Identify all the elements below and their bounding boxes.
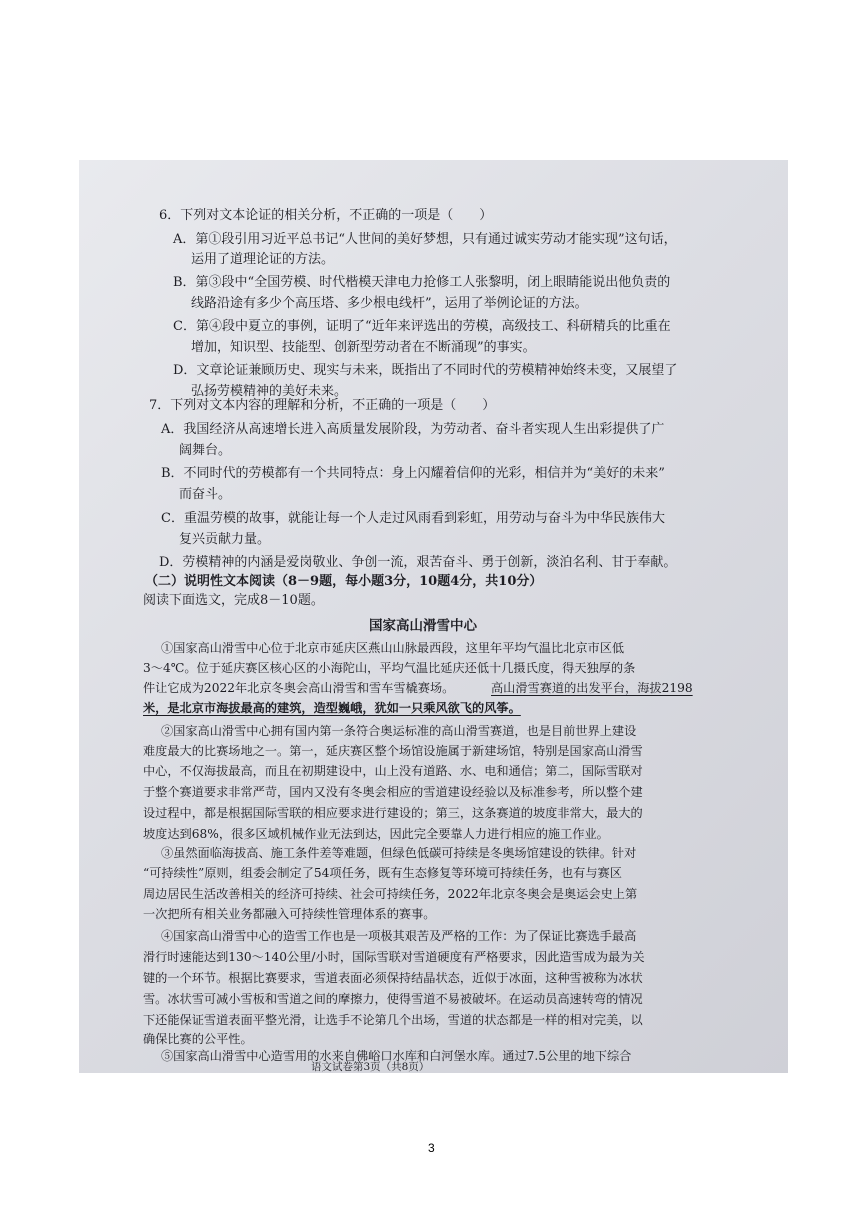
section-instruction: 阅读下面选文，完成8－10题。 bbox=[143, 593, 324, 608]
article-p2-line: ②国家高山滑雪中心拥有国内第一条符合奥运标准的高山滑雪赛道，也是目前世界上建设 bbox=[161, 724, 637, 738]
article-p4-line: 滑行时速能达到130～140公里/小时，国际雪联对雪道硬度有严格要求，因此造雪成为最为关 bbox=[143, 950, 645, 964]
q6-option-c-cont: 增加，知识型、技能型、创新型劳动者在不断涌现”的事实。 bbox=[191, 340, 536, 355]
q7-option-c-cont: 复兴贡献力量。 bbox=[179, 532, 271, 547]
article-p2-line: 设过程中，都是根据国际雪联的相应要求进行建设的；第三，这条赛道的坡度非常大，最大的 bbox=[143, 806, 643, 820]
q7-stem: 7．下列对文本内容的理解和分析，不正确的一项是（ ） bbox=[149, 398, 496, 413]
article-p2-line: 中心，不仅海拔最高，而且在初期建设中，山上没有道路、水、电和通信；第二，国际雪联对 bbox=[143, 764, 643, 778]
article-p1-line: ①国家高山滑雪中心位于北京市延庆区燕山山脉最西段，这里年平均气温比北京市区低 bbox=[161, 641, 625, 655]
article-p4-line: 雪。冰状雪可减小雪板和雪道之间的摩擦力，使得雪道不易被破坏。在运动员高速转弯的情况 bbox=[143, 992, 643, 1006]
article-p1-line: 3～4℃。位于延庆赛区核心区的小海陀山，平均气温比延庆还低十几摄氏度，得天独厚的条 bbox=[143, 661, 636, 675]
q6-option-a: A．第①段引用习近平总书记“人世间的美好梦想，只有通过诚实劳动才能实现”这句话， bbox=[173, 232, 677, 247]
q7-option-a: A．我国经济从高速增长进入高质量发展阶段，为劳动者、奋斗者实现人生出彩提供了广 bbox=[161, 422, 665, 437]
q6-option-c: C．第④段中夏立的事例，证明了“近年来评选出的劳模，高级技工、科研精兵的比重在 bbox=[173, 319, 671, 334]
q7-option-a-cont: 阔舞台。 bbox=[179, 443, 232, 458]
q7-option-c: C．重温劳模的故事，就能让每一个人走过风雨看到彩虹，用劳动与奋斗为中华民族伟大 bbox=[161, 511, 665, 526]
article-p3-line: 一次把所有相关业务都融入可持续性管理体系的赛事。 bbox=[143, 907, 436, 921]
q6-option-d-cont: 弘扬劳模精神的美好未来。 bbox=[191, 384, 348, 399]
article-p5-line: ⑤国家高山滑雪中心造雪用的水来自佛峪口水库和白河堡水库。通过7.5公里的地下综合 bbox=[161, 1049, 632, 1063]
q6-option-b-cont: 线路沿途有多少个高压塔、多少根电线杆”，运用了举例论证的方法。 bbox=[191, 296, 588, 311]
q7-option-b-cont: 而奋斗。 bbox=[179, 487, 232, 502]
q6-option-a-cont: 运用了道理论证的方法。 bbox=[191, 252, 335, 267]
article-p1-underlined: 米，是北京市海拔最高的建筑，造型巍峨，犹如一只乘风欲飞的风筝。 bbox=[143, 701, 521, 715]
article-p4-line: 确保比赛的公平性。 bbox=[143, 1032, 253, 1046]
section-heading: （二）说明性文本阅读（8－9题，每小题3分，10题4分，共10分） bbox=[145, 574, 543, 589]
scanned-page-photo bbox=[79, 160, 788, 1073]
q7-option-b: B．不同时代的劳模都有一个共同特点：身上闪耀着信仰的光彩，相信并为“美好的未来” bbox=[161, 466, 665, 481]
article-p4-line: 下还能保证雪道表面平整光滑，让选手不论第几个出场，雪道的状态都是一样的相对完美，以 bbox=[143, 1013, 643, 1027]
article-p4-line: ④国家高山滑雪中心的造雪工作也是一项极其艰苦及严格的工作：为了保证比赛选手最高 bbox=[161, 929, 637, 943]
q6-option-d: D．文章论证兼顾历史、现实与未来，既指出了不同时代的劳模精神始终未变，又展望了 bbox=[173, 363, 678, 378]
q7-option-d: D．劳模精神的内涵是爱岗敬业、争创一流，艰苦奋斗、勇于创新，淡泊名利、甘于奉献。 bbox=[159, 555, 677, 570]
article-p2-line: 于整个赛道要求非常严苛，国内又没有冬奥会相应的雪道建设经验以及标准参考，所以整个建 bbox=[143, 785, 643, 799]
article-p2-line: 坡度达到68%，很多区域机械作业无法到达，因此完全要靠人力进行相应的施工作业。 bbox=[143, 827, 609, 841]
article-p2-line: 难度最大的比赛场地之一。第一，延庆赛区整个场馆设施属于新建场馆，特别是国家高山滑雪 bbox=[143, 744, 643, 758]
article-p3-line: 周边居民生活改善相关的经济可持续、社会可持续任务，2022年北京冬奥会是奥运会史上第 bbox=[143, 887, 638, 901]
q6-option-b: B．第③段中“全国劳模、时代楷模天津电力抢修工人张黎明，闭上眼睛能说出他负责的 bbox=[173, 275, 671, 290]
article-p1-line: 件让它成为2022年北京冬奥会高山滑雪和雪车雪橇赛场。 bbox=[143, 681, 455, 695]
article-p3-line: “可持续性”原则，组委会制定了54项任务，既有生态修复等环境可持续任务，也有与赛区 bbox=[143, 866, 622, 880]
page-number: 3 bbox=[428, 1141, 435, 1155]
article-title: 国家高山滑雪中心 bbox=[369, 618, 477, 634]
article-p4-line: 键的一个环节。根据比赛要求，雪道表面必须保持结晶状态，近似于冰面，这种雪被称为冰状 bbox=[143, 971, 643, 985]
article-p3-line: ③虽然面临海拔高、施工条件差等难题，但绿色低碳可持续是冬奥场馆建设的铁律。针对 bbox=[161, 846, 637, 860]
photo-page-label: 语文试卷第3页（共8页） bbox=[311, 1061, 430, 1073]
q6-stem: 6．下列对文本论证的相关分析，不正确的一项是（ ） bbox=[159, 208, 493, 223]
article-p1-underlined: 高山滑雪赛道的出发平台，海拔2198 bbox=[491, 681, 693, 695]
